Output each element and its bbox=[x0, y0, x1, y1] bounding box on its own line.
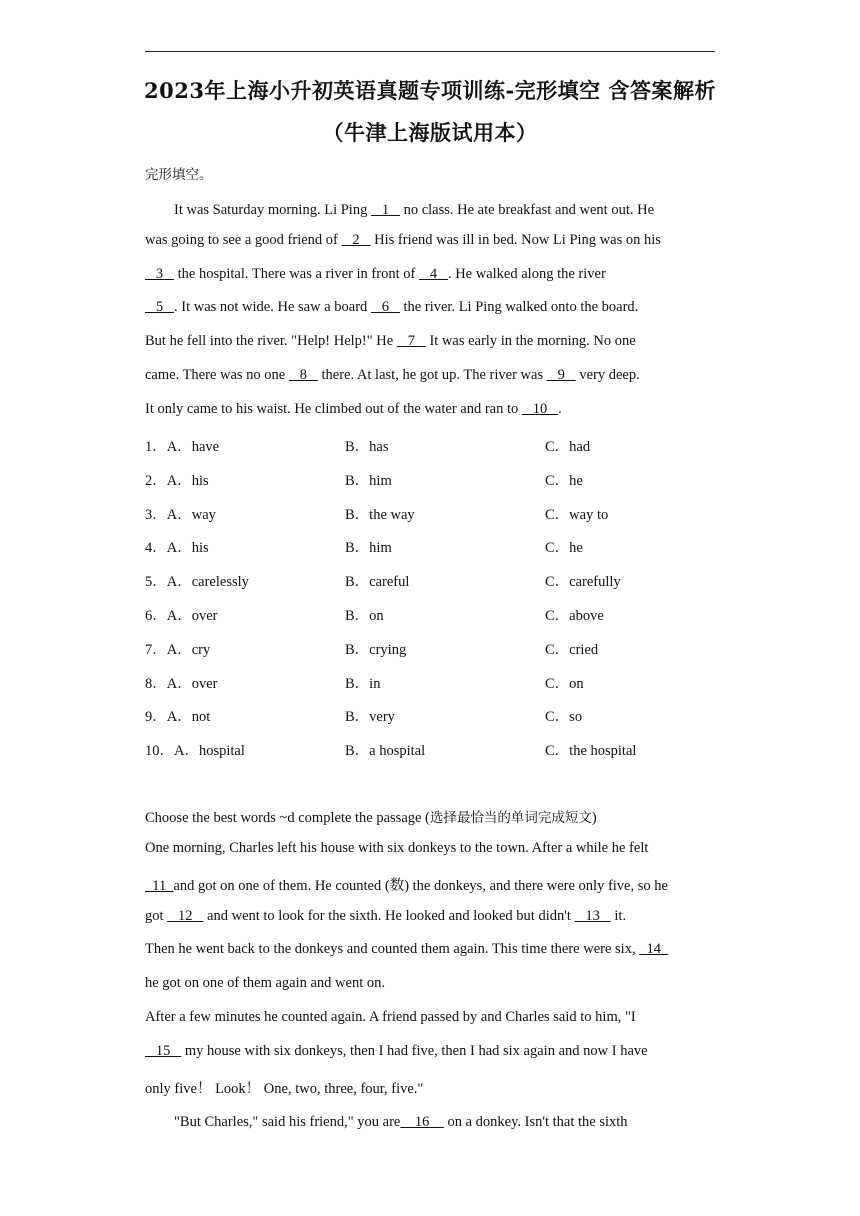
answer-blank: 8 bbox=[288, 367, 318, 383]
option-a: 3．A．way bbox=[145, 506, 216, 523]
option-c: C．carefully bbox=[545, 574, 621, 591]
answer-blank: 9 bbox=[546, 367, 576, 383]
option-a: 6．A．over bbox=[145, 608, 218, 624]
option-a: 9．A．not bbox=[145, 709, 211, 726]
option-c: C．on bbox=[545, 675, 584, 692]
option-a: 2．A．his bbox=[145, 472, 209, 489]
passage-text: there. At last, he got up. The river was bbox=[317, 367, 547, 383]
answer-blank: 1 bbox=[370, 202, 400, 218]
passage-line bbox=[145, 908, 626, 925]
passage-text: came. There was no one bbox=[145, 367, 289, 383]
passage-text: he got on one of them again and went on. bbox=[145, 975, 385, 992]
passage-text: the river. Li Ping walked onto the board. bbox=[399, 299, 639, 316]
option-c: C．had bbox=[545, 439, 591, 455]
answer-blank: 14 bbox=[639, 941, 669, 958]
passage-line bbox=[145, 266, 606, 283]
answer-blank: 10 bbox=[521, 400, 559, 417]
passage-line bbox=[145, 367, 640, 384]
option-b: B．a hospital bbox=[345, 743, 426, 760]
passage-line bbox=[145, 1110, 628, 1131]
document-subtitle: （牛津上海版试用本） bbox=[322, 120, 538, 145]
passage-line bbox=[145, 840, 648, 857]
passage-line bbox=[145, 333, 636, 350]
passage-line bbox=[145, 975, 385, 992]
passage-text: got bbox=[145, 907, 168, 924]
option-c: C．way to bbox=[545, 506, 609, 523]
passage-text: no class. He ate breakfast and went out. He bbox=[399, 202, 655, 218]
option-b: B．him bbox=[345, 472, 392, 489]
passage-line bbox=[145, 299, 638, 316]
passage-text: my house with six donkeys, then I had five, then I had six again and now I have bbox=[181, 1042, 648, 1059]
option-a: 1．A．have bbox=[145, 439, 220, 455]
answer-blank: 11 bbox=[145, 877, 174, 894]
passage-text: But he fell into the river. "Help! Help!" He bbox=[145, 333, 397, 350]
passage-text: His friend was ill in bed. Now Li Ping was on his bbox=[370, 231, 661, 248]
passage-text: the hospital. There was a river in front of bbox=[174, 265, 419, 282]
passage-text: very deep. bbox=[575, 367, 640, 383]
passage-text: . He walked along the river bbox=[447, 265, 606, 282]
answer-blank: 3 bbox=[145, 265, 174, 282]
option-b: B．the way bbox=[345, 506, 415, 523]
passage-text: . bbox=[558, 400, 562, 417]
option-a: 8．A．over bbox=[145, 675, 218, 692]
option-c: C．so bbox=[545, 709, 583, 726]
passage-text: Then he went back to the donkeys and counted them again. This time there were six, bbox=[145, 941, 640, 958]
passage-line bbox=[145, 401, 562, 418]
passage-line bbox=[145, 232, 661, 249]
answer-blank: 12 bbox=[167, 907, 204, 924]
passage-text: was going to see a good friend of bbox=[145, 231, 342, 248]
heading-end: ) bbox=[591, 810, 597, 826]
passage-text: One morning, Charles left his house with six donkeys to the town. After a while he felt bbox=[145, 840, 649, 856]
answer-blank: 16 bbox=[400, 1114, 444, 1131]
answer-blank: 15 bbox=[145, 1042, 182, 1059]
option-b: B．careful bbox=[345, 574, 410, 591]
passage-text: on a donkey. Isn't that the sixth bbox=[443, 1114, 628, 1131]
passage-text: It was early in the morning. No one bbox=[425, 333, 636, 350]
answer-blank: 7 bbox=[396, 333, 426, 350]
option-b: B．very bbox=[345, 709, 395, 726]
heading-cn: 选择最恰当的单词完成短文 bbox=[429, 810, 592, 826]
option-b: B．crying bbox=[345, 641, 407, 658]
passage-text: "But Charles," said his friend," you are bbox=[145, 1114, 401, 1131]
option-a: 10．A．hospital bbox=[145, 743, 245, 760]
passage-text: and got on one of them. He counted (数) the donkeys, and there were only five, so he bbox=[173, 877, 668, 894]
option-a: 7．A．cry bbox=[145, 641, 211, 658]
answer-blank: 6 bbox=[370, 299, 400, 316]
top-rule bbox=[145, 51, 715, 52]
passage-text: It only came to his waist. He climbed out of the water and ran to bbox=[145, 400, 522, 417]
passage-line bbox=[145, 1077, 423, 1098]
passage-text: it. bbox=[610, 907, 627, 924]
option-b: B．him bbox=[345, 540, 392, 557]
option-c: C．cried bbox=[545, 641, 599, 658]
passage-text: only five！ Look！ One, two, three, four, five." bbox=[145, 1080, 424, 1097]
section1-heading: 完形填空。 bbox=[145, 167, 213, 183]
option-c: C．the hospital bbox=[545, 743, 637, 760]
passage-text: and went to look for the sixth. He looked and looked but didn't bbox=[203, 907, 575, 924]
passage-line bbox=[145, 198, 654, 219]
passage-text: After a few minutes he counted again. A friend passed by and Charles said to him, "I bbox=[145, 1009, 636, 1025]
passage-line bbox=[145, 874, 668, 895]
answer-blank: 13 bbox=[574, 907, 611, 924]
passage-text: It was Saturday morning. Li Ping bbox=[145, 202, 371, 218]
option-b: B．has bbox=[345, 439, 389, 455]
answer-blank: 5 bbox=[145, 299, 174, 316]
section2-heading bbox=[145, 806, 597, 827]
option-c: C．above bbox=[545, 608, 604, 624]
passage-text: . It was not wide. He saw a board bbox=[174, 299, 371, 316]
document-title: 2023年上海小升初英语真题专项训练-完形填空 含答案解析 bbox=[144, 78, 716, 103]
answer-blank: 4 bbox=[418, 265, 448, 282]
option-a: 4．A．his bbox=[145, 540, 209, 557]
passage-line bbox=[145, 1043, 648, 1060]
option-a: 5．A．carelessly bbox=[145, 574, 249, 591]
passage-line bbox=[145, 941, 668, 958]
option-b: B．on bbox=[345, 608, 384, 624]
option-c: C．he bbox=[545, 540, 583, 557]
option-b: B．in bbox=[345, 675, 381, 692]
passage-line bbox=[145, 1009, 636, 1026]
option-c: C．he bbox=[545, 472, 583, 489]
answer-blank: 2 bbox=[341, 231, 371, 248]
heading-en: Choose the best words ~d complete the passage ( bbox=[145, 810, 430, 826]
